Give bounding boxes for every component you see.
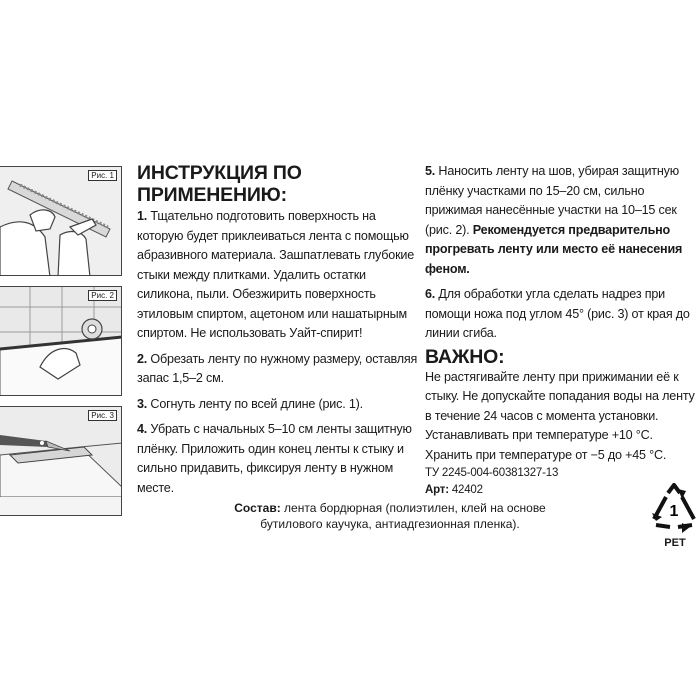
figure-2 (0, 286, 122, 396)
step-5-number: 5. (425, 164, 436, 178)
figure-1 (0, 166, 122, 276)
step-1-text: Тщательно подготовить поверхность на которую будет приклеиваться лента с помощью абразивного материала. Зашпатлевать глубокие стыки между плитками. Удалить остатки силикона, пыли. Обезжирить поверхность этиловым спиртом, ацетоном или нашатырным спиртом. Не использовать Уайт-спирит! (137, 209, 415, 340)
important-heading: ВАЖНО: (425, 345, 505, 368)
right-column (425, 162, 695, 499)
step-6 (425, 285, 695, 344)
figure-1-illustration (0, 167, 122, 276)
step-2 (137, 350, 419, 389)
composition (230, 500, 550, 532)
step-5-text: Наносить ленту на шов, убирая защитную плёнку участками по 15–20 см, сильно прижимая нанесённые участки на 10–15 сек (рис. 2). (425, 164, 679, 237)
recycle-number: 1 (669, 503, 679, 520)
instructions-column (137, 162, 419, 498)
step-4-text: Убрать с начальных 5–10 см ленты защитную плёнку. Приложить один конец ленты к стыку и сильно придавить, фиксируя ленту в нужном месте. (137, 422, 412, 495)
step-6-text: Для обработки угла сделать надрез при помощи ножа под углом 45° (рис. 3) от края до линии сгиба. (425, 287, 690, 340)
tu-code: ТУ 2245-004-60381327-13 (425, 467, 559, 479)
article-label: Арт: (425, 484, 449, 496)
composition-text: лента бордюрная (полиэтилен, клей на основе бутилового каучука, антиадгезионная пленка). (260, 501, 546, 531)
important-text-3: Хранить при температуре от −5 до +45 °С. (425, 447, 667, 462)
step-6-number: 6. (425, 287, 436, 301)
step-2-number: 2. (137, 351, 148, 366)
step-3 (137, 395, 419, 415)
important-text-2: Устанавливать при температуре +10 °С. (425, 428, 653, 442)
figure-1-label: Рис. 1 (88, 170, 117, 181)
figure-3-label: Рис. 3 (88, 410, 117, 421)
figure-3 (0, 406, 122, 516)
article-value: 42402 (451, 484, 483, 496)
step-4 (137, 420, 419, 498)
step-1 (137, 207, 419, 344)
step-5-recommendation: Рекомендуется предварительно прогревать ленту или место её нанесения феном. (425, 222, 683, 276)
recycle-icon (648, 483, 700, 535)
step-1-number: 1. (137, 209, 148, 223)
figure-2-illustration (0, 287, 122, 396)
recycle-code: PET (664, 537, 686, 549)
step-4-number: 4. (137, 422, 148, 436)
step-3-text: Согнуть ленту по всей длине (рис. 1). (150, 396, 363, 411)
instructions-title: ИНСТРУКЦИЯ ПО ПРИМЕНЕНИЮ: (137, 162, 302, 206)
step-5 (425, 162, 695, 279)
step-3-number: 3. (137, 396, 148, 411)
figure-2-label: Рис. 2 (88, 290, 117, 301)
step-2-text: Обрезать ленту по нужному размеру, оставляя запас 1,5–2 см. (137, 351, 418, 385)
important-text-1: Не растягивайте ленту при прижимании её к стыку. Не допускайте попадания воды на ленту в течение 24 часов с момента установки. (425, 369, 695, 423)
composition-label: Состав: (234, 501, 281, 515)
